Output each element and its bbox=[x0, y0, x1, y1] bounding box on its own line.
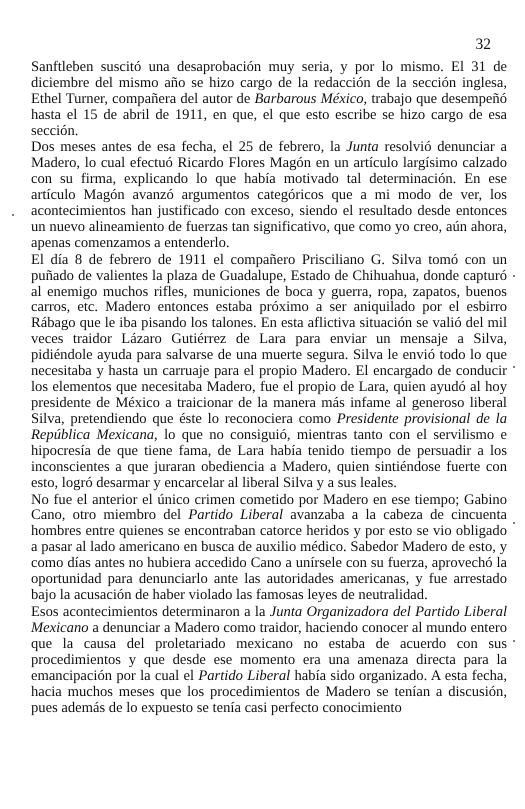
text-run: trabajo que desempeñó hasta el 15 de abril de 1911, en que, el que esto escribe se hizo cargo de esa sección. bbox=[31, 90, 507, 139]
page-number: 32 bbox=[475, 36, 491, 53]
text-run: resolvió denunciar a Madero, lo cual efectuó Ricardo Flores Magón en un artículo largísimo calzado con su firma, explicando lo que había motivado tal determinación. En ese artículo Magón avanzó argumentos categóricos que a mi modo de ver, los acontecimientos han justificado con exceso, siendo el resultado desde entonces un nuevo alineamiento de fuerzas tan significativo, que como yo creo, aún ahora, apenas comenzamos a entenderlo. bbox=[31, 139, 507, 252]
text-run: Esos acontecimientos determinaron a la bbox=[31, 603, 270, 620]
paragraph-5 bbox=[31, 605, 507, 717]
text-run: No fue el anterior el único crimen cometido por Madero en ese tiempo; Gabino Cano, otro miembro del bbox=[31, 491, 507, 524]
italic-text: Presidente provisional de la República Mexicana, bbox=[31, 411, 507, 444]
scan-speck bbox=[12, 214, 14, 216]
scan-speck bbox=[513, 275, 515, 277]
body-text bbox=[31, 60, 507, 716]
text-run: Sanftleben suscitó una desaprobación muy seria, y por lo mismo. El 31 de diciembre del mismo año se hizo cargo de la redacción de la sección inglesa, Ethel Turner, compañera del autor de bbox=[31, 59, 507, 107]
text-run: había sido organizado. A esta fecha, hacia muchos meses que los procedimientos de Madero se tenían a discusión, pues además de lo expuesto se tenía casi perfecto conocimiento bbox=[31, 667, 507, 716]
italic-text: Partido Liberal bbox=[198, 667, 291, 684]
text-run: El día 8 de febrero de 1911 el compañero Prisciliano G. Silva tomó con un puñado de valientes la plaza de Guadalupe, Estado de Chihuahua, donde capturó al enemigo muchos rifles, municiones de boca y guerra, ropa, zapatos, buenos carros, etc. Madero entonces estaba próximo a ser aniquilado por el esbirro Rábago que le iba pisando los talones. En esta aflictiva situación se valió del mil veces traidor Lázaro Gutiérrez de Lara para enviar un mensaje a Silva, pidiéndole ayuda para salvarse de una muerte segura. Silva le envió todo lo que necesitaba y hasta un carruaje para el propio Madero. El encargado de conducir los elementos que necesitaba Madero, fue el propio de Lara, quien ayudó al hoy presidente de México a traicionar de la manera más infame al generoso liberal Silva, pretendiendo que éste lo reconociera como bbox=[31, 251, 507, 428]
text-run: a denunciar a Madero como traidor, haciendo conocer al mundo entero que la causa del proletariado mexicano no estaba de acuerdo con sus procedimientos y que desde ese momento era una amenaza directa para la emancipación por la cual el bbox=[31, 619, 507, 684]
paragraph-4 bbox=[31, 493, 507, 605]
italic-text: Junta Organizadora del Partido Liberal Mexicano bbox=[31, 603, 507, 636]
scan-speck bbox=[513, 522, 515, 524]
scan-speck bbox=[513, 640, 515, 642]
paragraph-2 bbox=[31, 140, 507, 252]
italic-text: Barbarous México, bbox=[254, 90, 368, 107]
scan-speck bbox=[513, 366, 515, 368]
text-run: avanzaba a la cabeza de cincuenta hombres entre quienes se encontraban catorce heridos y por esto se vio obligado a pasar al lado americano en busca de auxilio médico. Sabedor Madero de esto, y como días antes no hubiera accedido Cano a unírsele con su fuerza, aprovechó la oportunidad para denunciarlo ante las autoridades americanas, y fue arrestado bajo la acusación de haber violado las famosas leyes de neutralidad. bbox=[31, 507, 507, 604]
text-run: Dos meses antes de esa fecha, el 25 de febrero, la bbox=[31, 139, 347, 156]
text-run: lo que no consiguió, mientras tanto con el servilismo e hipocresía de que tiene fama, de Lara había tenido tiempo de persuadir a los inconscientes a que juraran obediencia a Madero, quien sintiéndose fuerte con esto, logró desarmar y encarcelar al liberal Silva y a sus leales. bbox=[31, 427, 508, 491]
paragraph-3 bbox=[31, 253, 507, 492]
italic-text: Partido Liberal bbox=[188, 507, 284, 524]
paragraph-1 bbox=[31, 60, 507, 140]
italic-text: Junta bbox=[346, 139, 379, 156]
